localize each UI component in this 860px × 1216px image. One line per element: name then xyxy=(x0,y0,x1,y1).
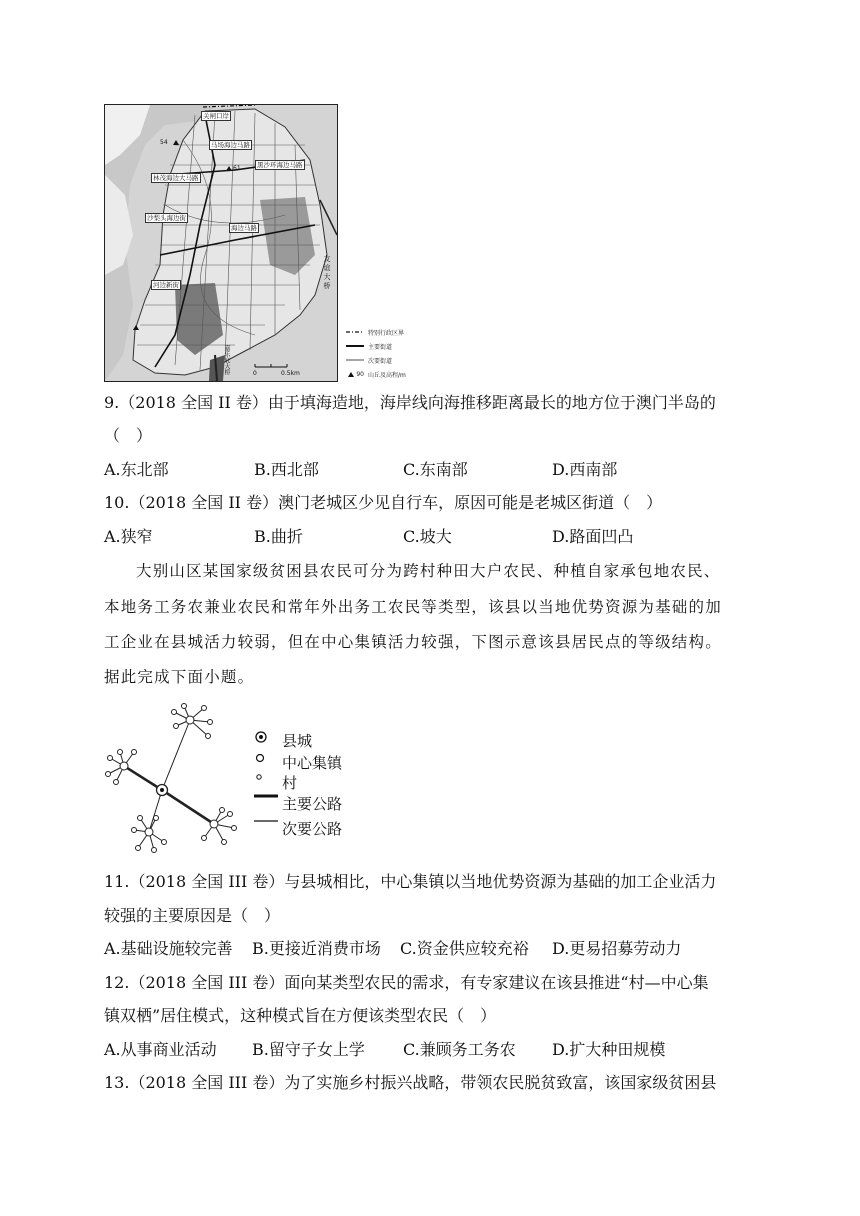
map-legend xyxy=(346,326,436,382)
q12-option-c[interactable]: C.兼顾务工务农 xyxy=(403,1040,516,1059)
legend-village xyxy=(254,772,297,792)
q11-option-b[interactable]: B.更接近消费市场 xyxy=(252,939,381,958)
q10-option-d[interactable]: D.路面凹凸 xyxy=(552,527,634,546)
passage-line-2: 本地务工务农兼业农民和常年外出务工农民等类型，该县以当地优势资源为基础的加 xyxy=(104,598,722,616)
q11-option-a[interactable]: A.基础设施较完善 xyxy=(104,939,233,958)
legend-hill-label: 山丘及高程/m xyxy=(368,371,406,379)
q10-stem: 10.（2018 全国 II 卷）澳门老城区少见自行车，原因可能是老城区街道（ ） xyxy=(104,493,663,512)
legend-village-label: 村 xyxy=(282,773,298,792)
secondary-road-icon xyxy=(254,818,282,838)
map-label-jiaxin-bridge: 嘉乐庇大桥 xyxy=(223,345,230,375)
scale-zero: 0 xyxy=(253,370,257,377)
legend-boundary-label: 特别行政区界 xyxy=(368,329,405,337)
q10-option-b[interactable]: B.曲折 xyxy=(254,527,303,546)
q10-option-a[interactable]: A.狭窄 xyxy=(104,527,153,546)
legend-main-road xyxy=(254,793,342,813)
macau-map-figure xyxy=(104,104,406,382)
q11-option-d[interactable]: D.更易招募劳动力 xyxy=(552,939,682,958)
map-label-hebian: 河边新街 xyxy=(153,281,179,289)
scale-distance: 0.5km xyxy=(281,370,300,377)
legend-main-street xyxy=(346,340,436,352)
legend-central-town-label: 中心集镇 xyxy=(282,753,343,772)
q10-option-c[interactable]: C.坡大 xyxy=(403,527,452,546)
q9-option-c[interactable]: C.东南部 xyxy=(403,460,468,479)
passage-line-3: 工企业在县城活力较弱，但在中心集镇活力较强，下图示意该县居民点的等级结构。 xyxy=(104,633,722,651)
main-road-icon xyxy=(254,793,282,813)
q11-stem-line2: 较强的主要原因是（ ） xyxy=(104,906,281,925)
legend-central-town xyxy=(254,752,342,772)
legend-hill xyxy=(346,368,436,380)
map-label-heisha: 黑沙环海边马路 xyxy=(257,161,303,169)
hill-elevation-61: 61 xyxy=(233,165,241,172)
village-icon xyxy=(254,772,282,792)
dash-dot-line-icon xyxy=(346,328,364,336)
map-label-youyi-bridge: 友谊大桥 xyxy=(323,255,331,291)
map-label-shalitou: 沙梨头海边街 xyxy=(147,214,186,222)
q9-stem-line1: 9.（2018 全国 II 卷）由于填海造地，海岸线向海推移距离最长的地方位于澳门半岛的 xyxy=(104,393,716,412)
legend-main-road-label: 主要公路 xyxy=(282,794,343,813)
thin-line-icon xyxy=(346,356,364,364)
hill-elevation-54: 54 xyxy=(160,139,168,146)
settlement-network xyxy=(104,702,254,858)
county-town-icon xyxy=(254,730,282,750)
map-label-linmao: 林茂海边大马路 xyxy=(153,174,199,182)
legend-county-town-label: 县城 xyxy=(282,731,313,750)
map-label-mafeng: 马场海边马路 xyxy=(211,141,250,149)
passage-line-4: 据此完成下面小题。 xyxy=(104,668,255,686)
legend-hill-value: 90 xyxy=(356,370,364,378)
legend-secondary-street-label: 次要街道 xyxy=(368,357,393,365)
legend-secondary-road-label: 次要公路 xyxy=(282,819,343,838)
q13-stem-line1: 13.（2018 全国 III 卷）为了实施乡村振兴战略，带领农民脱贫致富，该国家级贫困县 xyxy=(104,1073,717,1092)
triangle-icon xyxy=(346,370,364,378)
q9-option-a[interactable]: A.东北部 xyxy=(104,460,169,479)
q12-option-a[interactable]: A.从事商业活动 xyxy=(104,1040,217,1059)
legend-boundary xyxy=(346,326,436,338)
map-label-guanzha: 关闸口岸 xyxy=(203,112,229,120)
legend-secondary-street xyxy=(346,354,436,366)
q11-option-c[interactable]: C.资金供应较充裕 xyxy=(400,939,529,958)
q9-option-d[interactable]: D.西南部 xyxy=(552,460,618,479)
legend-county-town xyxy=(254,730,312,750)
q9-stem-line2: （ ） xyxy=(104,426,153,445)
map-label-haibian: 海边马路 xyxy=(231,224,257,232)
legend-secondary-road xyxy=(254,818,342,838)
macau-map xyxy=(104,104,338,382)
legend-main-street-label: 主要街道 xyxy=(368,343,393,351)
central-town-icon xyxy=(254,752,282,772)
q11-stem-line1: 11.（2018 全国 III 卷）与县城相比，中心集镇以当地优势资源为基础的加工企业活力 xyxy=(104,872,717,891)
passage-line-1: 大别山区某国家级贫困县农民可分为跨村种田大户农民、种植自家承包地农民、 xyxy=(136,562,721,580)
q9-option-b[interactable]: B.西北部 xyxy=(254,460,319,479)
q12-stem-line2: 镇双栖”居住模式，这种模式旨在方便该类型农民（ ） xyxy=(104,1006,497,1025)
settlement-hierarchy-diagram xyxy=(104,702,366,858)
q12-stem-line1: 12.（2018 全国 III 卷）面向某类型农民的需求，有专家建议在该县推进“村—中心集 xyxy=(104,973,709,992)
q12-option-b[interactable]: B.留守子女上学 xyxy=(252,1040,365,1059)
thick-line-icon xyxy=(346,342,364,350)
q12-option-d[interactable]: D.扩大种田规模 xyxy=(552,1040,666,1059)
